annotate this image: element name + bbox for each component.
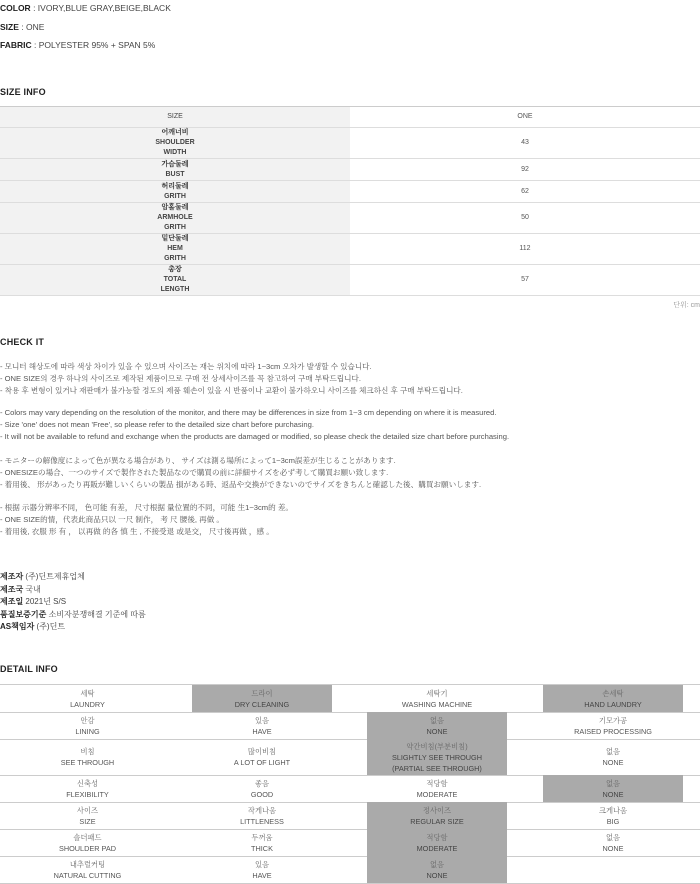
detail-kr: 드라이: [251, 688, 273, 698]
detail-kr: 적당함: [426, 832, 448, 842]
detail-info-title: DETAIL INFO: [0, 664, 58, 674]
detail-kr: 많이비침: [247, 747, 277, 756]
size-row-label: [0, 265, 350, 296]
check-line: - Size 'one' does not mean 'Free', so please refer to the detailed size chart before purchasing.: [0, 420, 314, 429]
size-row-label: [0, 234, 350, 265]
size-header-value: ONE: [517, 113, 533, 120]
detail-option: [192, 685, 332, 712]
detail-en: NONE: [602, 758, 624, 767]
detail-kr: 있음: [254, 715, 270, 725]
detail-en: BIG: [606, 816, 620, 826]
detail-kr: 크게나옴: [598, 805, 628, 815]
size-row-label: [0, 159, 350, 181]
maker-label: 제조일: [0, 597, 24, 606]
detail-kr: 없음: [605, 747, 621, 756]
detail-en: LITTLENESS: [240, 816, 284, 826]
detail-option: [543, 802, 683, 829]
size-row: [0, 159, 700, 181]
fabric-line: [0, 40, 155, 50]
detail-kr: 작게나옴: [247, 805, 277, 815]
size-row: [0, 234, 700, 265]
size-row-value: 92: [521, 165, 529, 173]
maker-value: (주)딘트제휴업체: [23, 572, 85, 581]
size-row: [0, 181, 700, 203]
check-line: - Colors may vary depending on the resolution of the monitor, and there may be differences in size from 1~3 cm depending on where it is measured.: [0, 408, 497, 417]
detail-en: FLEXIBILITY: [66, 789, 109, 799]
detail-kr: 비침: [80, 747, 95, 756]
check-line: - 根据 示器分辨率不同， 色可能 有差， 尺寸根据 量位置的不同，可能 生1~3cm的 差。: [0, 503, 294, 512]
detail-kr: 없음: [605, 832, 621, 842]
maker-line: [0, 609, 146, 620]
detail-kr: 내추럴커팅: [69, 859, 106, 869]
detail-en: MODERATE: [416, 789, 458, 799]
detail-en: SIZE: [79, 816, 96, 826]
detail-kr: 없음: [429, 715, 445, 725]
detail-option: [543, 829, 683, 856]
size-label: SIZE: [0, 22, 19, 32]
detail-kr: 정사이즈: [422, 805, 452, 815]
maker-label: 품질보증기준: [0, 609, 47, 619]
unit-note: 단위: cm: [673, 302, 700, 309]
detail-kr: 세탁기: [426, 688, 448, 698]
detail-option: [192, 775, 332, 802]
size-row-kr: 총장: [168, 266, 182, 273]
color-value: : IVORY,BLUE GRAY,BEIGE,BLACK: [30, 3, 171, 13]
detail-en: LAUNDRY: [70, 699, 105, 709]
detail-option: [192, 829, 332, 856]
check-line: - ONESIZEの場合、一つのサイズで製作された製品なので購買の前に詳細サイズを必ず考して購買お願い致します.: [0, 468, 389, 477]
check-line: - 着用後, 衣服 形 有 ， 以再做 的各 慎 生 , 不接受退 或是交， 尺寸後再做 ，感 。: [0, 527, 274, 536]
size-table: [0, 106, 700, 296]
size-row: [0, 128, 700, 159]
maker-line: [0, 571, 85, 582]
size-row-en1: ARMHOLE: [157, 214, 193, 221]
size-row-en1: HEM: [167, 245, 183, 252]
check-line: - 着用後、 形があったり再販が難しいくらいの製品 損がある時、返品や交換ができないのでサイズをきちんと確認した後、購買お願いします.: [0, 480, 482, 489]
size-row-en2: GRITH: [164, 224, 186, 231]
detail-category: [0, 775, 175, 802]
size-row-en2: WIDTH: [163, 149, 187, 156]
size-row-en1: TOTAL: [163, 276, 187, 283]
size-row-en1: GRITH: [164, 192, 186, 200]
detail-kr: 손세탁: [602, 688, 624, 698]
maker-line: [0, 584, 41, 595]
size-row-label: [0, 203, 350, 234]
detail-option: [367, 685, 507, 712]
detail-category: [0, 856, 175, 883]
maker-label: 제조국: [0, 584, 24, 594]
detail-kr: 없음: [605, 778, 621, 788]
maker-label: 제조자: [0, 572, 24, 581]
detail-kr: 적당함: [426, 778, 448, 788]
detail-category: [0, 685, 175, 712]
maker-value: (주)딘트: [34, 622, 66, 631]
size-row-kr: 암홀둘레: [161, 204, 189, 211]
check-line: - モニターの解像度によって色が異なる場合があり、 サイズは測る場所によって1~3cm誤差が生じることがあります.: [0, 456, 396, 465]
detail-option: [192, 739, 332, 775]
check-it-title: CHECK IT: [0, 337, 45, 347]
detail-en: WASHING MACHINE: [401, 699, 473, 709]
detail-kr: 기모가공: [598, 715, 628, 725]
detail-en: MODERATE: [416, 843, 458, 853]
detail-en: HAVE: [252, 870, 272, 880]
check-line: - ONE SIZE的情，代表此商品只以 一尺 制作， 考 尺 腰後, 再做 。: [0, 515, 225, 524]
detail-en: SLIGHTLY SEE THROUGH: [391, 752, 483, 762]
detail-option: [367, 712, 507, 739]
size-row-value: 62: [521, 187, 529, 195]
detail-option: [192, 856, 332, 883]
size-value: : ONE: [18, 22, 45, 32]
detail-kr: 좋음: [254, 778, 270, 788]
maker-value: 소비자분쟁해결 기준에 따름: [46, 609, 146, 619]
detail-option: [367, 802, 507, 829]
detail-option: [192, 712, 332, 739]
detail-category: [0, 802, 175, 829]
detail-kr: 없음: [429, 859, 445, 869]
size-row-value: 43: [521, 139, 529, 146]
detail-option: [543, 685, 683, 712]
maker-value: 2021년 S/S: [23, 597, 67, 606]
detail-en: HAND LAUNDRY: [584, 699, 642, 709]
detail-en: A LOT OF LIGHT: [233, 758, 291, 767]
size-row-en1: BUST: [165, 170, 185, 178]
check-line: - It will not be available to refund and exchange when the products are damaged or modified, so please check the detailed size chart before purchasing.: [0, 432, 510, 441]
detail-option: [367, 829, 507, 856]
detail-en: REGULAR SIZE: [410, 816, 464, 826]
size-row-value: 112: [519, 245, 531, 252]
size-row-en1: SHOULDER: [155, 139, 195, 146]
maker-line: [0, 596, 66, 607]
detail-kr: 세탁: [80, 688, 95, 698]
detail-kr: 있음: [254, 859, 270, 869]
detail-option: [192, 802, 332, 829]
size-row-kr: 어깨너비: [161, 129, 189, 136]
detail-option: [543, 739, 683, 775]
fabric-label: FABRIC: [0, 40, 32, 50]
detail-category: [0, 712, 175, 739]
color-line: [0, 3, 171, 13]
detail-en: NATURAL CUTTING: [53, 870, 122, 880]
detail-category: [0, 739, 175, 775]
detail-en: NONE: [602, 789, 624, 799]
detail-en: NONE: [426, 870, 448, 880]
detail-row: [0, 685, 700, 713]
size-row-label: [0, 128, 350, 159]
detail-kr: 두꺼움: [251, 832, 273, 842]
size-row-kr: 가슴둘레: [161, 160, 189, 168]
detail-row: [0, 829, 700, 857]
size-row-value: 50: [521, 214, 529, 221]
detail-kr: 사이즈: [76, 805, 99, 815]
detail-en: HAVE: [252, 726, 272, 736]
size-header-label: SIZE: [0, 107, 350, 128]
detail-en: NONE: [426, 726, 448, 736]
detail-option: [367, 739, 507, 775]
detail-row: [0, 775, 700, 803]
size-row: [0, 203, 700, 234]
check-line: - ONE SIZE의 경우 하나의 사이즈로 제작된 제품이므로 구매 전 상세사이즈를 꼭 참고하여 구매 부탁드립니다.: [0, 374, 361, 383]
detail-kr: 숄더패드: [73, 832, 102, 842]
detail-en: SEE THROUGH: [60, 758, 115, 767]
size-row-kr: 밑단둘레: [161, 235, 189, 242]
maker-line: [0, 621, 65, 632]
size-row-en2: GRITH: [164, 255, 186, 262]
detail-kr: 약간비침(부분비침): [406, 741, 468, 751]
detail-kr: 안감: [80, 715, 95, 725]
size-row: [0, 265, 700, 296]
detail-en: GOOD: [250, 789, 274, 799]
maker-label: AS책임자: [0, 622, 35, 631]
size-row-label: [0, 181, 350, 203]
size-row-kr: 허리둘레: [161, 182, 189, 190]
detail-grid: [0, 684, 700, 880]
detail-option: [543, 775, 683, 802]
check-line: - 모니터 해상도에 따라 색상 차이가 있을 수 있으며 사이즈는 재는 위치에 따라 1~3cm 오차가 발생할 수 있습니다.: [0, 362, 372, 371]
detail-option: [543, 712, 683, 739]
size-row-value: 57: [521, 276, 529, 283]
size-row-en2: LENGTH: [160, 286, 190, 293]
detail-en: LINING: [75, 726, 100, 736]
maker-value: 국내: [23, 584, 41, 594]
detail-row: [0, 856, 700, 884]
detail-en: THICK: [251, 843, 273, 853]
detail-en: RAISED PROCESSING: [574, 726, 652, 736]
detail-option: [543, 856, 683, 883]
check-line: - 착용 후 변형이 있거나 재판매가 불가능할 정도의 제품 훼손이 있을 시 반품이나 교환이 불가하오니 사이즈를 체크하신 후 구매 부탁드립니다.: [0, 386, 463, 395]
detail-option: [367, 775, 507, 802]
detail-en2: (PARTIAL SEE THROUGH): [392, 763, 482, 773]
detail-row: [0, 739, 700, 776]
detail-row: [0, 712, 700, 740]
detail-en: NONE: [602, 843, 624, 853]
size-line: [0, 22, 44, 32]
detail-en: DRY CLEANING: [234, 699, 290, 709]
size-info-title: SIZE INFO: [0, 87, 46, 97]
color-label: COLOR: [0, 3, 31, 13]
detail-category: [0, 829, 175, 856]
detail-row: [0, 802, 700, 830]
detail-kr: 신축성: [76, 778, 99, 788]
fabric-value: : POLYESTER 95% + SPAN 5%: [31, 40, 156, 50]
size-table-header: [0, 107, 700, 128]
detail-option: [367, 856, 507, 883]
detail-en: SHOULDER PAD: [58, 843, 117, 853]
